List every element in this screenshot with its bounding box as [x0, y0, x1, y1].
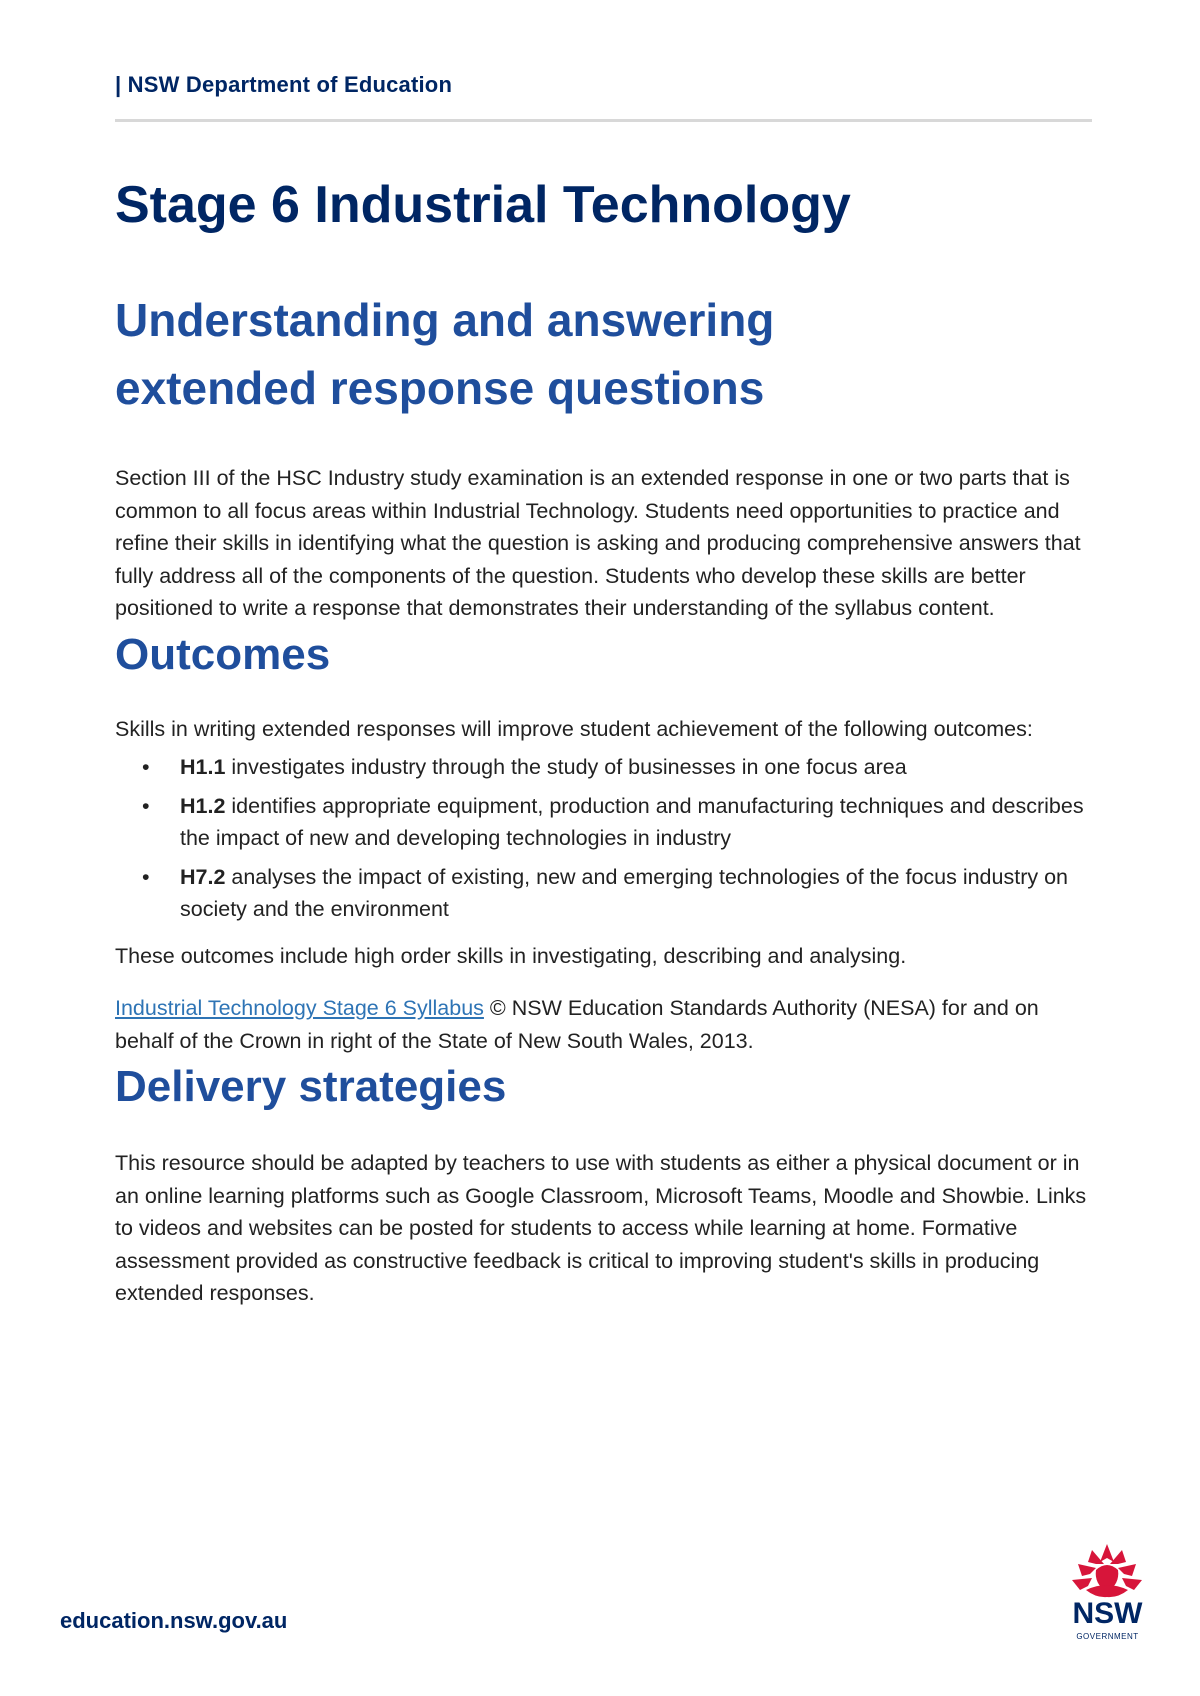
list-item — [142, 861, 1100, 926]
outcomes-heading: Outcomes — [115, 629, 331, 679]
intro-paragraph: Section III of the HSC Industry study examination is an extended response in one or two parts that is common to all focus areas within Industrial Technology. Students need opportunities to practice and refine their skills in identifying what the question is asking and producing comprehensive answers that fully address all of the components of the question. Students who develop these skills are better positioned to write a response that demonstrates their understanding of the syllabus content. — [115, 466, 1081, 620]
logo-wordmark: NSW — [1072, 1597, 1143, 1630]
bullet-icon: • — [142, 755, 150, 779]
outcome-code: H1.1 — [180, 755, 226, 779]
page-subtitle — [115, 286, 1100, 422]
delivery-paragraph: This resource should be adapted by teachers to use with students as either a physical document or in an online learning platforms such as Google Classroom, Microsoft Teams, Moodle and Showbie. Links to videos and websites can be posted for students to access while learning at home. Formative assessment provided as constructive feedback is critical to improving student's skills in producing extended responses. — [115, 1151, 1087, 1305]
subtitle-line-1: Understanding and answering — [115, 294, 775, 346]
outcomes-intro-paragraph: Skills in writing extended responses will improve student achievement of the following outcomes: — [115, 716, 1033, 741]
header-department: | NSW Department of Education — [115, 72, 453, 97]
bullet-icon: • — [142, 793, 150, 818]
delivery-heading: Delivery strategies — [115, 1062, 507, 1111]
document-body — [115, 170, 1100, 1310]
citation-text: © NSW Education Standards Authority (NESA) for and on behalf of the Crown in right of the State of New South Wales, 2013. — [115, 996, 1039, 1053]
syllabus-link[interactable]: Industrial Technology Stage 6 Syllabus — [115, 996, 484, 1020]
page-title: Stage 6 Industrial Technology — [115, 176, 851, 234]
outcome-code: H1.2 — [180, 793, 226, 818]
bullet-icon: • — [142, 864, 150, 889]
outcome-code: H7.2 — [180, 864, 226, 889]
subtitle-line-2: extended response questions — [115, 362, 765, 414]
nsw-government-logo — [1060, 1540, 1155, 1650]
outcome-text: identifies appropriate equipment, production and manufacturing techniques and describes the impact of new and developing technologies in industry — [180, 793, 1084, 850]
outcome-text: analyses the impact of existing, new and emerging technologies of the focus industry on society and the environment — [180, 864, 1068, 921]
waratah-icon — [1070, 1540, 1145, 1598]
logo-subtext: GOVERNMENT — [1076, 1632, 1139, 1641]
list-item — [142, 751, 1100, 784]
header-divider — [115, 119, 1092, 122]
outcomes-summary: These outcomes include high order skills in investigating, describing and analysing. — [115, 943, 907, 968]
syllabus-citation — [115, 992, 1100, 1057]
outcomes-list — [115, 751, 1100, 926]
footer-url: education.nsw.gov.au — [60, 1608, 288, 1633]
list-item — [142, 790, 1100, 855]
outcome-text: investigates industry through the study of businesses in one focus area — [225, 755, 907, 779]
